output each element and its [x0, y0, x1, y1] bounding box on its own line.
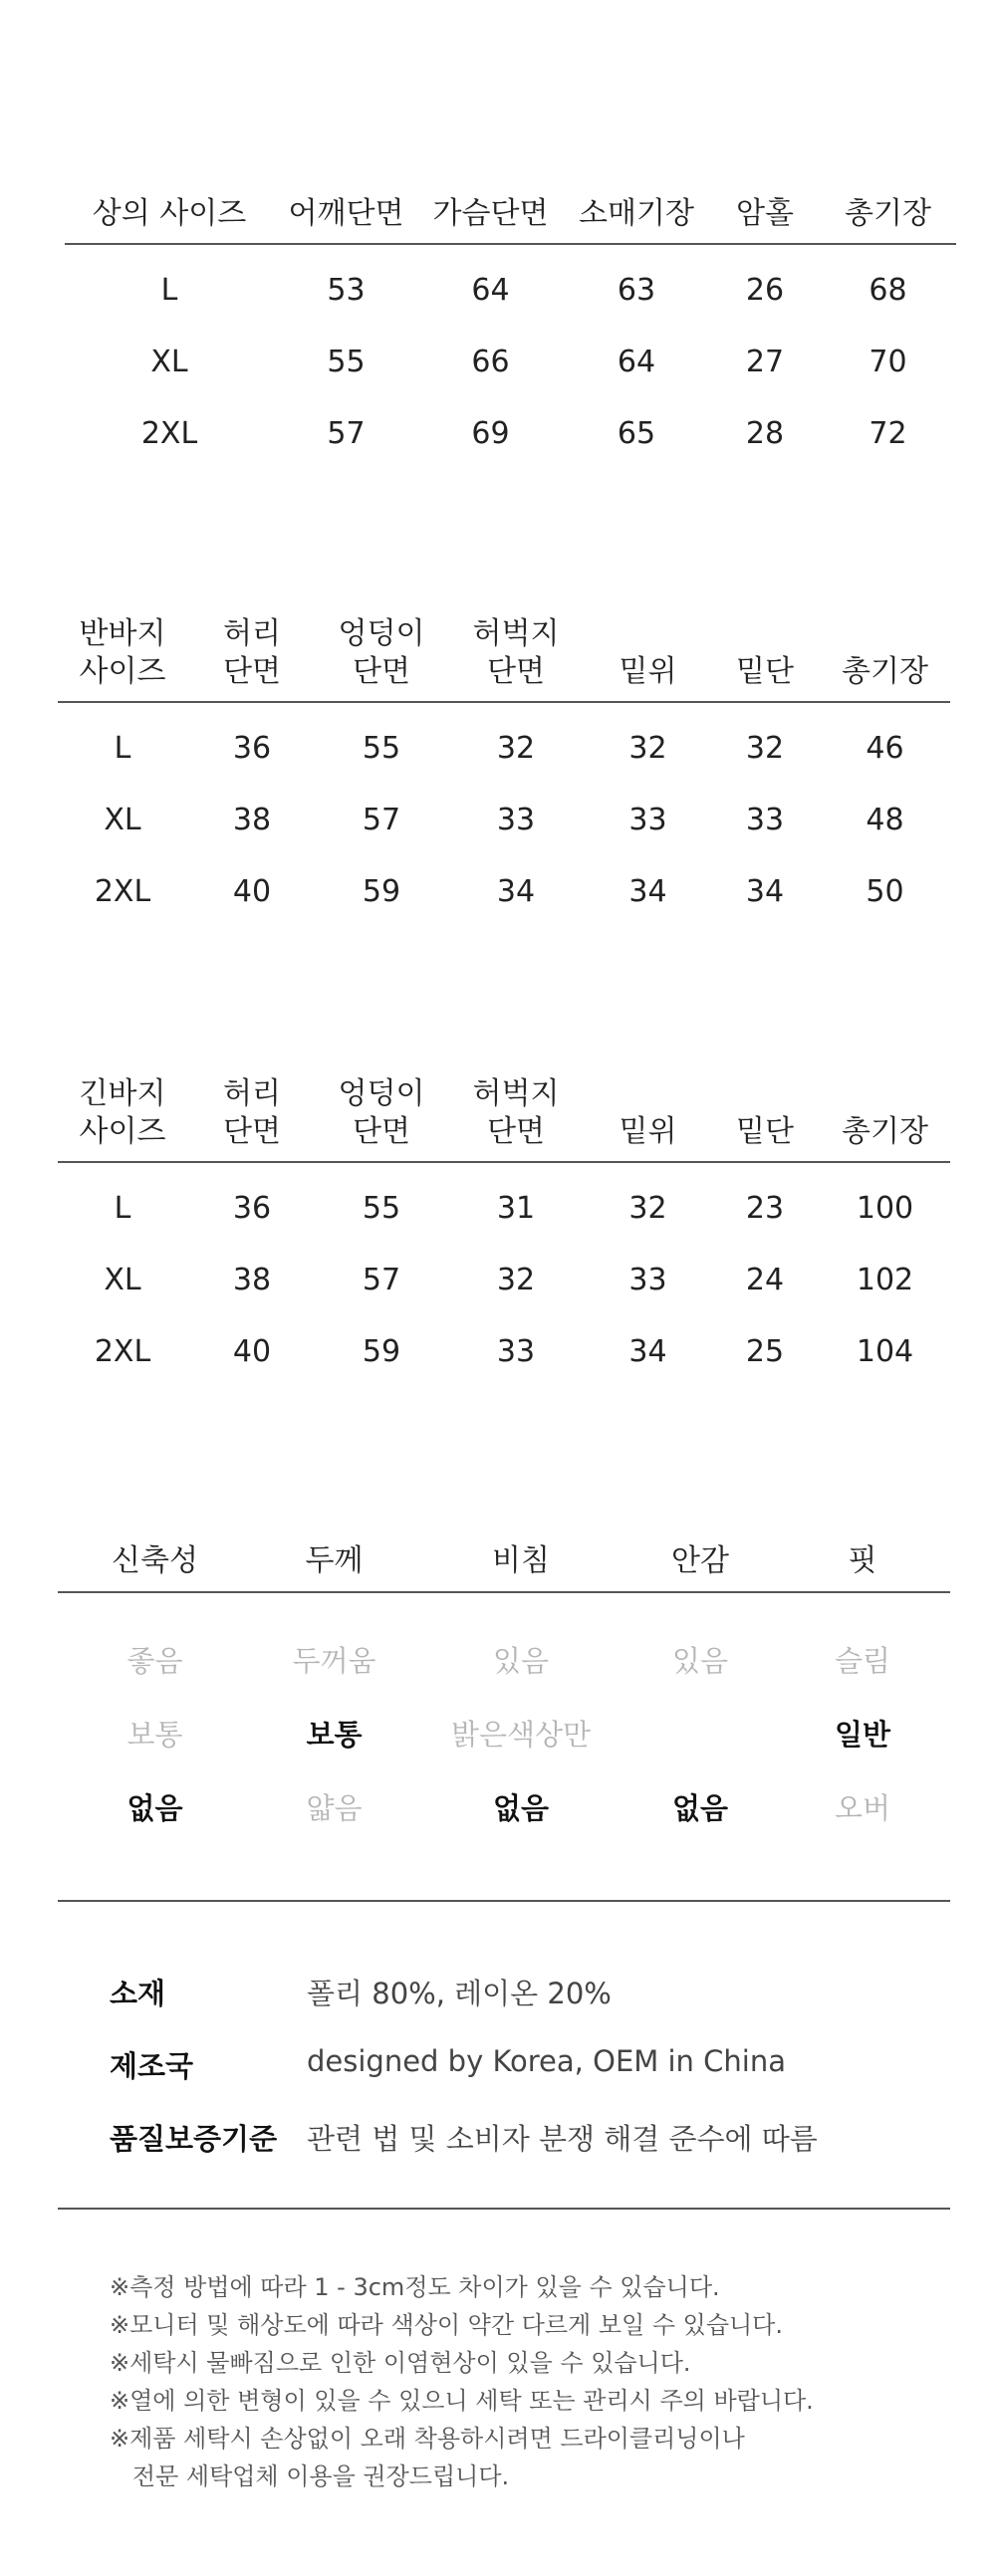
- table-cell: 32: [496, 730, 536, 766]
- attribute-option: 슬림: [834, 1644, 891, 1678]
- note-line: ※열에 의한 변형이 있을 수 있으니 세탁 또는 관리시 주의 바랍니다.: [110, 2387, 814, 2415]
- divider: [58, 1900, 950, 1902]
- table-cell: 57: [327, 415, 366, 451]
- material-label: 소재: [110, 1977, 166, 2010]
- attr-header-fit: 핏: [848, 1543, 877, 1578]
- table-cell: L: [160, 272, 178, 308]
- table-cell: 104: [856, 1333, 914, 1369]
- table-cell: 50: [866, 873, 904, 909]
- table-cell: 66: [471, 344, 510, 379]
- top-size-table: [65, 195, 956, 469]
- note-line: 전문 세탁업체 이용을 권장드립니다.: [110, 2462, 510, 2490]
- table-cell: 32: [628, 730, 667, 766]
- table-cell: 34: [628, 873, 667, 909]
- table-cell: 69: [471, 415, 510, 451]
- table-cell: XL: [150, 344, 188, 379]
- table-cell: 32: [745, 730, 785, 766]
- table-cell: 32: [496, 1262, 536, 1297]
- fabric-attributes-section: [58, 1535, 950, 1828]
- table-cell: 65: [617, 415, 656, 451]
- table-cell: 36: [232, 730, 272, 766]
- table-cell: 55: [362, 1190, 401, 1226]
- note-line: ※측정 방법에 따라 1 - 3cm정도 차이가 있을 수 있습니다.: [110, 2273, 720, 2301]
- top-header-sleeve: 소매기장: [563, 195, 710, 244]
- shorts-header-hem: 밑단: [710, 615, 820, 702]
- table-cell: 33: [628, 802, 667, 837]
- table-cell: 34: [745, 873, 785, 909]
- table-cell: 2XL: [94, 873, 151, 909]
- shorts-header-length: 총기장: [820, 615, 950, 702]
- table-cell: 38: [232, 1262, 272, 1297]
- table-cell: 36: [232, 1190, 272, 1226]
- table-row: [58, 784, 950, 855]
- care-notes: [110, 2268, 814, 2495]
- attr-header-lining: 안감: [671, 1543, 729, 1578]
- top-header-size: 상의 사이즈: [65, 195, 274, 244]
- shorts-size-section: [58, 615, 950, 927]
- shorts-header-hip: 엉덩이 단면: [317, 615, 446, 702]
- top-size-section: [65, 195, 956, 469]
- table-cell: 40: [232, 873, 272, 909]
- table-cell: 2XL: [94, 1333, 151, 1369]
- divider: [58, 2208, 950, 2210]
- top-header-armhole: 암홀: [710, 195, 820, 244]
- table-cell: 48: [866, 802, 904, 837]
- shorts-header-waist: 허리 단면: [187, 615, 317, 702]
- table-cell: XL: [104, 1262, 141, 1297]
- table-cell: XL: [104, 802, 141, 837]
- table-cell: 64: [471, 272, 510, 308]
- table-cell: 25: [745, 1333, 785, 1369]
- table-cell: L: [114, 1190, 131, 1226]
- table-cell: 33: [496, 1333, 536, 1369]
- attribute-option: 오버: [834, 1791, 891, 1825]
- table-cell: 68: [869, 272, 907, 308]
- top-header-shoulder: 어깨단면: [274, 195, 418, 244]
- table-row: [58, 702, 950, 784]
- pants-size-section: [58, 1075, 950, 1387]
- table-cell: 55: [327, 344, 366, 379]
- quality-label: 품질보증기준: [110, 2122, 278, 2156]
- table-cell: 57: [362, 1262, 401, 1297]
- origin-label: 제조국: [110, 2049, 194, 2083]
- table-cell: 53: [327, 272, 366, 308]
- table-cell: L: [114, 730, 131, 766]
- table-cell: 38: [232, 802, 272, 837]
- attribute-option: 있음: [671, 1644, 729, 1678]
- attr-header-sheerness: 비침: [492, 1543, 550, 1578]
- material-value: 폴리 80%, 레이온 20%: [307, 1977, 612, 2010]
- attribute-option: 보통: [126, 1718, 183, 1752]
- attribute-option: 없음: [126, 1791, 183, 1825]
- pants-header-hem: 밑단: [710, 1075, 820, 1162]
- table-cell: 59: [362, 1333, 401, 1369]
- shorts-size-table: [58, 615, 950, 927]
- material-row: [110, 1972, 612, 2012]
- table-row: [58, 855, 950, 927]
- table-cell: 102: [856, 1262, 914, 1297]
- attributes-header-row: [58, 1535, 950, 1593]
- origin-row: [110, 2044, 786, 2085]
- top-header-chest: 가슴단면: [418, 195, 563, 244]
- table-cell: 59: [362, 873, 401, 909]
- table-row: [65, 326, 956, 397]
- table-cell: 32: [628, 1190, 667, 1226]
- table-cell: 31: [496, 1190, 536, 1226]
- table-row: [65, 397, 956, 469]
- attribute-option: 보통: [306, 1718, 363, 1752]
- pants-size-header-row: [58, 1075, 950, 1162]
- note-line: ※모니터 및 해상도에 따라 색상이 약간 다르게 보일 수 있습니다.: [110, 2311, 783, 2339]
- attributes-grid: [58, 1641, 950, 1828]
- origin-value: designed by Korea, OEM in China: [307, 2044, 786, 2078]
- table-cell: 33: [496, 802, 536, 837]
- attr-header-stretch: 신축성: [112, 1543, 198, 1578]
- attribute-option: 밝은색상만: [450, 1718, 592, 1752]
- table-cell: 40: [232, 1333, 272, 1369]
- table-cell: 23: [745, 1190, 785, 1226]
- pants-size-table: [58, 1075, 950, 1387]
- attribute-option: 두꺼움: [292, 1644, 376, 1678]
- top-header-length: 총기장: [820, 195, 956, 244]
- pants-header-waist: 허리 단면: [187, 1075, 317, 1162]
- pants-header-length: 총기장: [820, 1075, 950, 1162]
- attribute-option: 좋음: [126, 1644, 183, 1678]
- shorts-header-thigh: 허벅지 단면: [446, 615, 586, 702]
- quality-row: [110, 2117, 818, 2158]
- table-cell: 57: [362, 802, 401, 837]
- attribute-option: [625, 1715, 775, 1755]
- quality-value: 관련 법 및 소비자 분쟁 해결 준수에 따름: [307, 2122, 818, 2156]
- table-cell: 33: [628, 1262, 667, 1297]
- attribute-option: 일반: [834, 1718, 891, 1752]
- table-cell: 72: [869, 415, 907, 451]
- table-cell: 70: [869, 344, 907, 379]
- attribute-option: 없음: [671, 1791, 729, 1825]
- table-cell: 33: [745, 802, 785, 837]
- table-cell: 2XL: [140, 415, 198, 451]
- table-cell: 27: [745, 344, 785, 379]
- attribute-option: 있음: [492, 1644, 550, 1678]
- pants-header-size: 긴바지 사이즈: [58, 1075, 187, 1162]
- table-cell: 24: [745, 1262, 785, 1297]
- note-line: ※제품 세탁시 손상없이 오래 착용하시려면 드라이클리닝이나: [110, 2425, 745, 2453]
- shorts-size-header-row: [58, 615, 950, 702]
- table-cell: 46: [866, 730, 904, 766]
- shorts-header-rise: 밑위: [586, 615, 710, 702]
- note-line: ※세탁시 물빠짐으로 인한 이염현상이 있을 수 있습니다.: [110, 2349, 691, 2377]
- table-cell: 34: [628, 1333, 667, 1369]
- table-row: [58, 1315, 950, 1387]
- table-cell: 63: [617, 272, 656, 308]
- table-row: [58, 1162, 950, 1244]
- table-cell: 64: [617, 344, 656, 379]
- table-row: [58, 1244, 950, 1315]
- pants-header-hip: 엉덩이 단면: [317, 1075, 446, 1162]
- table-cell: 34: [496, 873, 536, 909]
- attribute-option: 얇음: [306, 1791, 363, 1825]
- shorts-header-size: 반바지 사이즈: [58, 615, 187, 702]
- pants-header-thigh: 허벅지 단면: [446, 1075, 586, 1162]
- table-cell: 26: [745, 272, 785, 308]
- table-cell: 28: [745, 415, 785, 451]
- table-row: [65, 244, 956, 326]
- table-cell: 100: [856, 1190, 914, 1226]
- top-size-header-row: [65, 195, 956, 244]
- pants-header-rise: 밑위: [586, 1075, 710, 1162]
- table-cell: 55: [362, 730, 401, 766]
- attr-header-thickness: 두께: [305, 1543, 364, 1578]
- attribute-option: 없음: [492, 1791, 550, 1825]
